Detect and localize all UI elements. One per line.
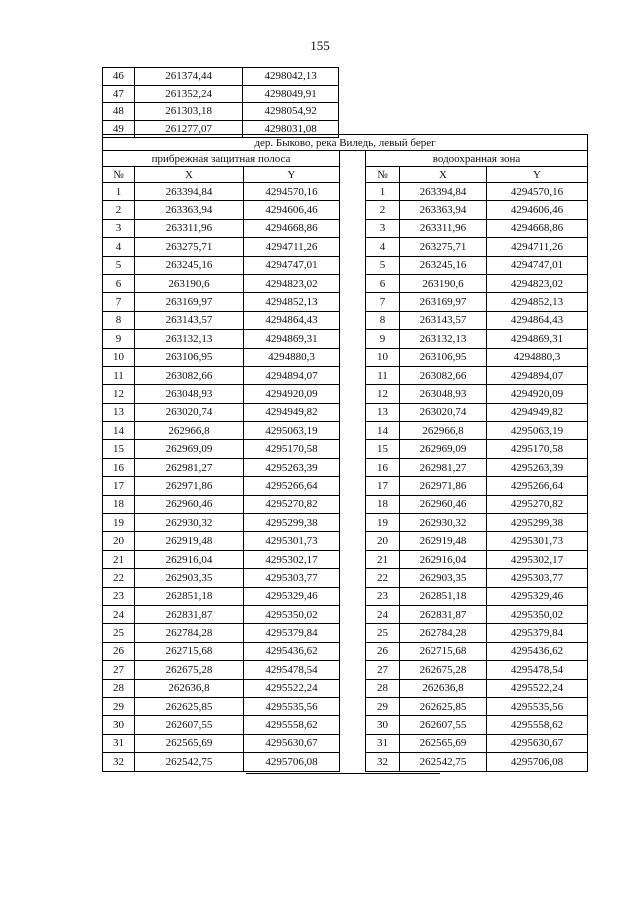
left-coord-x: 262636,8 [135, 679, 244, 697]
right-coord-y: 4294747,01 [487, 256, 588, 274]
point-number: 47 [103, 85, 135, 103]
column-gap [340, 697, 366, 715]
point-number: 48 [103, 103, 135, 121]
right-point-number: 26 [366, 642, 400, 660]
table-row [103, 550, 588, 568]
column-gap [340, 183, 366, 201]
table-row [103, 293, 588, 311]
left-header-number: № [103, 167, 135, 183]
left-point-number: 31 [103, 734, 135, 752]
right-coord-x: 262607,55 [400, 716, 487, 734]
right-point-number: 32 [366, 753, 400, 771]
left-coord-x: 262625,85 [135, 697, 244, 715]
left-coord-y: 4295350,02 [244, 605, 340, 623]
column-gap [340, 366, 366, 384]
left-coord-x: 262851,18 [135, 587, 244, 605]
column-gap [340, 569, 366, 587]
right-coord-y: 4295379,84 [487, 624, 588, 642]
right-point-number: 14 [366, 422, 400, 440]
right-coord-x: 263311,96 [400, 219, 487, 237]
right-coord-x: 262715,68 [400, 642, 487, 660]
right-coord-x: 262981,27 [400, 458, 487, 476]
column-gap [340, 293, 366, 311]
left-point-number: 8 [103, 311, 135, 329]
column-headers-row [103, 167, 588, 183]
table-row [103, 458, 588, 476]
table-row [103, 238, 588, 256]
column-gap [340, 311, 366, 329]
right-point-number: 17 [366, 477, 400, 495]
left-coord-x: 263245,16 [135, 256, 244, 274]
right-point-number: 28 [366, 679, 400, 697]
left-coord-y: 4295301,73 [244, 532, 340, 550]
right-coord-x: 262542,75 [400, 753, 487, 771]
left-coord-y: 4295558,62 [244, 716, 340, 734]
right-coord-y: 4295063,19 [487, 422, 588, 440]
left-point-number: 28 [103, 679, 135, 697]
right-point-number: 10 [366, 348, 400, 366]
right-header-y: Y [487, 167, 588, 183]
right-coord-x: 263048,93 [400, 385, 487, 403]
table-row [103, 68, 339, 86]
column-gap [340, 716, 366, 734]
right-coord-y: 4294711,26 [487, 238, 588, 256]
right-point-number: 18 [366, 495, 400, 513]
right-coord-x: 262916,04 [400, 550, 487, 568]
coord-x: 261352,24 [134, 85, 243, 103]
right-point-number: 30 [366, 716, 400, 734]
right-coord-x: 262903,35 [400, 569, 487, 587]
continuation-table-body [103, 68, 339, 138]
left-coord-y: 4295270,82 [244, 495, 340, 513]
right-coord-y: 4295630,67 [487, 734, 588, 752]
left-point-number: 32 [103, 753, 135, 771]
right-coord-x: 262636,8 [400, 679, 487, 697]
left-point-number: 17 [103, 477, 135, 495]
right-coord-y: 4294949,82 [487, 403, 588, 421]
table-row [103, 103, 339, 121]
coord-x: 261277,07 [134, 120, 243, 138]
right-coord-x: 263020,74 [400, 403, 487, 421]
left-point-number: 29 [103, 697, 135, 715]
left-point-number: 24 [103, 605, 135, 623]
right-coord-x: 263143,57 [400, 311, 487, 329]
right-coord-x: 262784,28 [400, 624, 487, 642]
right-point-number: 1 [366, 183, 400, 201]
right-coord-x: 262831,87 [400, 605, 487, 623]
right-header-number: № [366, 167, 400, 183]
right-coord-x: 262625,85 [400, 697, 487, 715]
table-row [103, 624, 588, 642]
left-coord-y: 4295522,24 [244, 679, 340, 697]
left-coord-y: 4294920,09 [244, 385, 340, 403]
column-gap [340, 385, 366, 403]
left-point-number: 5 [103, 256, 135, 274]
right-point-number: 5 [366, 256, 400, 274]
right-coord-y: 4294894,07 [487, 366, 588, 384]
left-point-number: 25 [103, 624, 135, 642]
left-point-number: 22 [103, 569, 135, 587]
table-row [103, 477, 588, 495]
right-point-number: 13 [366, 403, 400, 421]
right-table-title: водоохранная зона [366, 151, 588, 167]
column-gap [340, 348, 366, 366]
right-coord-y: 4295299,38 [487, 514, 588, 532]
left-header-y: Y [244, 167, 340, 183]
left-coord-x: 262715,68 [135, 642, 244, 660]
left-coord-y: 4295379,84 [244, 624, 340, 642]
left-point-number: 20 [103, 532, 135, 550]
table-titles-row [103, 151, 588, 167]
left-point-number: 21 [103, 550, 135, 568]
left-point-number: 11 [103, 366, 135, 384]
left-coord-y: 4294668,86 [244, 219, 340, 237]
left-header-x: X [135, 167, 244, 183]
left-coord-x: 262675,28 [135, 661, 244, 679]
right-coord-x: 262930,32 [400, 514, 487, 532]
coord-y: 4298031,08 [243, 120, 339, 138]
left-coord-x: 263106,95 [135, 348, 244, 366]
column-gap [340, 238, 366, 256]
right-coord-x: 263190,6 [400, 274, 487, 292]
table-row [103, 661, 588, 679]
column-gap [340, 532, 366, 550]
column-gap [340, 477, 366, 495]
right-point-number: 7 [366, 293, 400, 311]
left-coord-y: 4295299,38 [244, 514, 340, 532]
right-coord-y: 4294920,09 [487, 385, 588, 403]
left-coord-y: 4295329,46 [244, 587, 340, 605]
table-row [103, 274, 588, 292]
right-point-number: 31 [366, 734, 400, 752]
right-coord-y: 4295478,54 [487, 661, 588, 679]
table-row [103, 422, 588, 440]
right-point-number: 20 [366, 532, 400, 550]
left-coord-x: 263143,57 [135, 311, 244, 329]
right-point-number: 21 [366, 550, 400, 568]
left-coord-y: 4294823,02 [244, 274, 340, 292]
table-row [103, 605, 588, 623]
right-coord-x: 263082,66 [400, 366, 487, 384]
left-coord-x: 262981,27 [135, 458, 244, 476]
right-coord-y: 4294880,3 [487, 348, 588, 366]
table-row [103, 495, 588, 513]
left-point-number: 16 [103, 458, 135, 476]
column-gap [340, 587, 366, 605]
left-point-number: 23 [103, 587, 135, 605]
table-row [103, 532, 588, 550]
right-coord-x: 262971,86 [400, 477, 487, 495]
column-gap [340, 734, 366, 752]
left-coord-x: 263394,84 [135, 183, 244, 201]
right-coord-x: 262675,28 [400, 661, 487, 679]
left-point-number: 12 [103, 385, 135, 403]
right-coord-x: 263363,94 [400, 201, 487, 219]
column-gap [340, 403, 366, 421]
right-point-number: 29 [366, 697, 400, 715]
point-number: 46 [103, 68, 135, 86]
left-coord-y: 4294711,26 [244, 238, 340, 256]
column-gap [340, 274, 366, 292]
column-gap [340, 458, 366, 476]
left-coord-x: 263082,66 [135, 366, 244, 384]
table-row [103, 440, 588, 458]
right-coord-y: 4294864,43 [487, 311, 588, 329]
right-coord-y: 4294668,86 [487, 219, 588, 237]
left-point-number: 18 [103, 495, 135, 513]
right-point-number: 11 [366, 366, 400, 384]
left-coord-x: 262784,28 [135, 624, 244, 642]
column-gap [340, 514, 366, 532]
left-point-number: 9 [103, 330, 135, 348]
right-coord-y: 4295436,62 [487, 642, 588, 660]
left-point-number: 27 [103, 661, 135, 679]
right-point-number: 15 [366, 440, 400, 458]
left-coord-x: 263363,94 [135, 201, 244, 219]
left-coord-y: 4294949,82 [244, 403, 340, 421]
left-coord-y: 4294869,31 [244, 330, 340, 348]
left-coord-y: 4295630,67 [244, 734, 340, 752]
right-coord-y: 4295706,08 [487, 753, 588, 771]
table-row [103, 569, 588, 587]
left-point-number: 13 [103, 403, 135, 421]
coordinates-table [102, 134, 588, 772]
left-coord-x: 262565,69 [135, 734, 244, 752]
left-point-number: 3 [103, 219, 135, 237]
left-point-number: 14 [103, 422, 135, 440]
left-coord-y: 4295303,77 [244, 569, 340, 587]
column-gap [340, 642, 366, 660]
left-point-number: 7 [103, 293, 135, 311]
right-coord-x: 263132,13 [400, 330, 487, 348]
column-gap [340, 624, 366, 642]
right-coord-y: 4295350,02 [487, 605, 588, 623]
left-coord-y: 4294606,46 [244, 201, 340, 219]
right-point-number: 8 [366, 311, 400, 329]
right-point-number: 12 [366, 385, 400, 403]
left-coord-x: 263311,96 [135, 219, 244, 237]
left-coord-y: 4295063,19 [244, 422, 340, 440]
right-coord-x: 263275,71 [400, 238, 487, 256]
left-coord-x: 262969,09 [135, 440, 244, 458]
column-gap [340, 661, 366, 679]
left-coord-x: 262607,55 [135, 716, 244, 734]
left-coord-x: 263048,93 [135, 385, 244, 403]
table-row [103, 734, 588, 752]
column-gap [340, 550, 366, 568]
left-coord-y: 4295436,62 [244, 642, 340, 660]
table-row [103, 85, 339, 103]
column-gap [340, 201, 366, 219]
right-point-number: 6 [366, 274, 400, 292]
left-coord-x: 262966,8 [135, 422, 244, 440]
right-point-number: 4 [366, 238, 400, 256]
right-point-number: 22 [366, 569, 400, 587]
column-gap [340, 151, 366, 167]
right-coord-y: 4295329,46 [487, 587, 588, 605]
column-gap [340, 605, 366, 623]
column-gap [340, 495, 366, 513]
left-coord-x: 263190,6 [135, 274, 244, 292]
table-row [103, 753, 588, 771]
table-row [103, 403, 588, 421]
page-number: 155 [310, 38, 330, 53]
right-coord-y: 4295535,56 [487, 697, 588, 715]
right-point-number: 19 [366, 514, 400, 532]
column-gap [340, 167, 366, 183]
right-coord-y: 4295303,77 [487, 569, 588, 587]
right-point-number: 27 [366, 661, 400, 679]
table-row [103, 330, 588, 348]
table-row [103, 183, 588, 201]
left-coord-y: 4294570,16 [244, 183, 340, 201]
left-point-number: 26 [103, 642, 135, 660]
column-gap [340, 440, 366, 458]
left-point-number: 6 [103, 274, 135, 292]
left-point-number: 2 [103, 201, 135, 219]
right-coord-y: 4295302,17 [487, 550, 588, 568]
right-coord-y: 4295301,73 [487, 532, 588, 550]
left-coord-x: 263132,13 [135, 330, 244, 348]
left-point-number: 4 [103, 238, 135, 256]
left-coord-x: 262960,46 [135, 495, 244, 513]
right-coord-x: 263394,84 [400, 183, 487, 201]
right-coord-x: 263245,16 [400, 256, 487, 274]
table-row [103, 679, 588, 697]
table-row [103, 642, 588, 660]
left-coord-x: 263169,97 [135, 293, 244, 311]
right-coord-x: 263106,95 [400, 348, 487, 366]
column-gap [340, 753, 366, 771]
table-row [103, 366, 588, 384]
right-point-number: 24 [366, 605, 400, 623]
left-coord-x: 263275,71 [135, 238, 244, 256]
right-coord-x: 262966,8 [400, 422, 487, 440]
table-row [103, 514, 588, 532]
left-coord-y: 4295263,39 [244, 458, 340, 476]
section-title: дер. Быково, река Виледь, левый берег [103, 135, 588, 151]
left-coord-y: 4295302,17 [244, 550, 340, 568]
coord-y: 4298049,91 [243, 85, 339, 103]
left-coord-y: 4294747,01 [244, 256, 340, 274]
right-coord-y: 4294869,31 [487, 330, 588, 348]
table-row [103, 311, 588, 329]
right-coord-y: 4294606,46 [487, 201, 588, 219]
left-point-number: 30 [103, 716, 135, 734]
left-coord-y: 4294864,43 [244, 311, 340, 329]
right-point-number: 9 [366, 330, 400, 348]
left-point-number: 15 [103, 440, 135, 458]
column-gap [340, 422, 366, 440]
coordinates-table-body [103, 135, 588, 772]
left-coord-x: 262903,35 [135, 569, 244, 587]
right-point-number: 2 [366, 201, 400, 219]
point-number: 49 [103, 120, 135, 138]
left-point-number: 1 [103, 183, 135, 201]
left-coord-y: 4295170,58 [244, 440, 340, 458]
right-coord-y: 4295170,58 [487, 440, 588, 458]
right-coord-y: 4295266,64 [487, 477, 588, 495]
column-gap [340, 256, 366, 274]
left-coord-y: 4294880,3 [244, 348, 340, 366]
column-gap [340, 219, 366, 237]
right-coord-y: 4294570,16 [487, 183, 588, 201]
coord-y: 4298054,92 [243, 103, 339, 121]
right-coord-y: 4294823,02 [487, 274, 588, 292]
right-coord-y: 4295522,24 [487, 679, 588, 697]
right-coord-y: 4295270,82 [487, 495, 588, 513]
table-row [103, 201, 588, 219]
left-coord-y: 4295535,56 [244, 697, 340, 715]
left-coord-x: 262930,32 [135, 514, 244, 532]
continuation-table [102, 67, 339, 138]
coord-x: 261303,18 [134, 103, 243, 121]
right-coord-x: 262565,69 [400, 734, 487, 752]
left-coord-y: 4295266,64 [244, 477, 340, 495]
right-coord-x: 262969,09 [400, 440, 487, 458]
left-coord-x: 262831,87 [135, 605, 244, 623]
left-point-number: 10 [103, 348, 135, 366]
left-coord-x: 263020,74 [135, 403, 244, 421]
footer-divider [246, 773, 440, 774]
right-point-number: 25 [366, 624, 400, 642]
right-coord-x: 263169,97 [400, 293, 487, 311]
table-row [103, 348, 588, 366]
left-coord-x: 262919,48 [135, 532, 244, 550]
left-coord-y: 4295706,08 [244, 753, 340, 771]
table-row [103, 256, 588, 274]
table-row [103, 219, 588, 237]
table-row [103, 587, 588, 605]
table-row [103, 716, 588, 734]
right-coord-y: 4295558,62 [487, 716, 588, 734]
left-coord-x: 262916,04 [135, 550, 244, 568]
right-header-x: X [400, 167, 487, 183]
left-table-title: прибрежная защитная полоса [103, 151, 340, 167]
column-gap [340, 679, 366, 697]
coord-y: 4298042,13 [243, 68, 339, 86]
left-coord-y: 4294894,07 [244, 366, 340, 384]
right-point-number: 23 [366, 587, 400, 605]
right-point-number: 16 [366, 458, 400, 476]
left-coord-x: 262542,75 [135, 753, 244, 771]
right-coord-x: 262851,18 [400, 587, 487, 605]
section-title-row [103, 135, 588, 151]
table-row [103, 385, 588, 403]
right-coord-x: 262919,48 [400, 532, 487, 550]
coord-x: 261374,44 [134, 68, 243, 86]
left-coord-y: 4294852,13 [244, 293, 340, 311]
right-coord-y: 4295263,39 [487, 458, 588, 476]
column-gap [340, 330, 366, 348]
right-coord-y: 4294852,13 [487, 293, 588, 311]
left-point-number: 19 [103, 514, 135, 532]
right-coord-x: 262960,46 [400, 495, 487, 513]
left-coord-x: 262971,86 [135, 477, 244, 495]
left-coord-y: 4295478,54 [244, 661, 340, 679]
table-row [103, 697, 588, 715]
right-point-number: 3 [366, 219, 400, 237]
